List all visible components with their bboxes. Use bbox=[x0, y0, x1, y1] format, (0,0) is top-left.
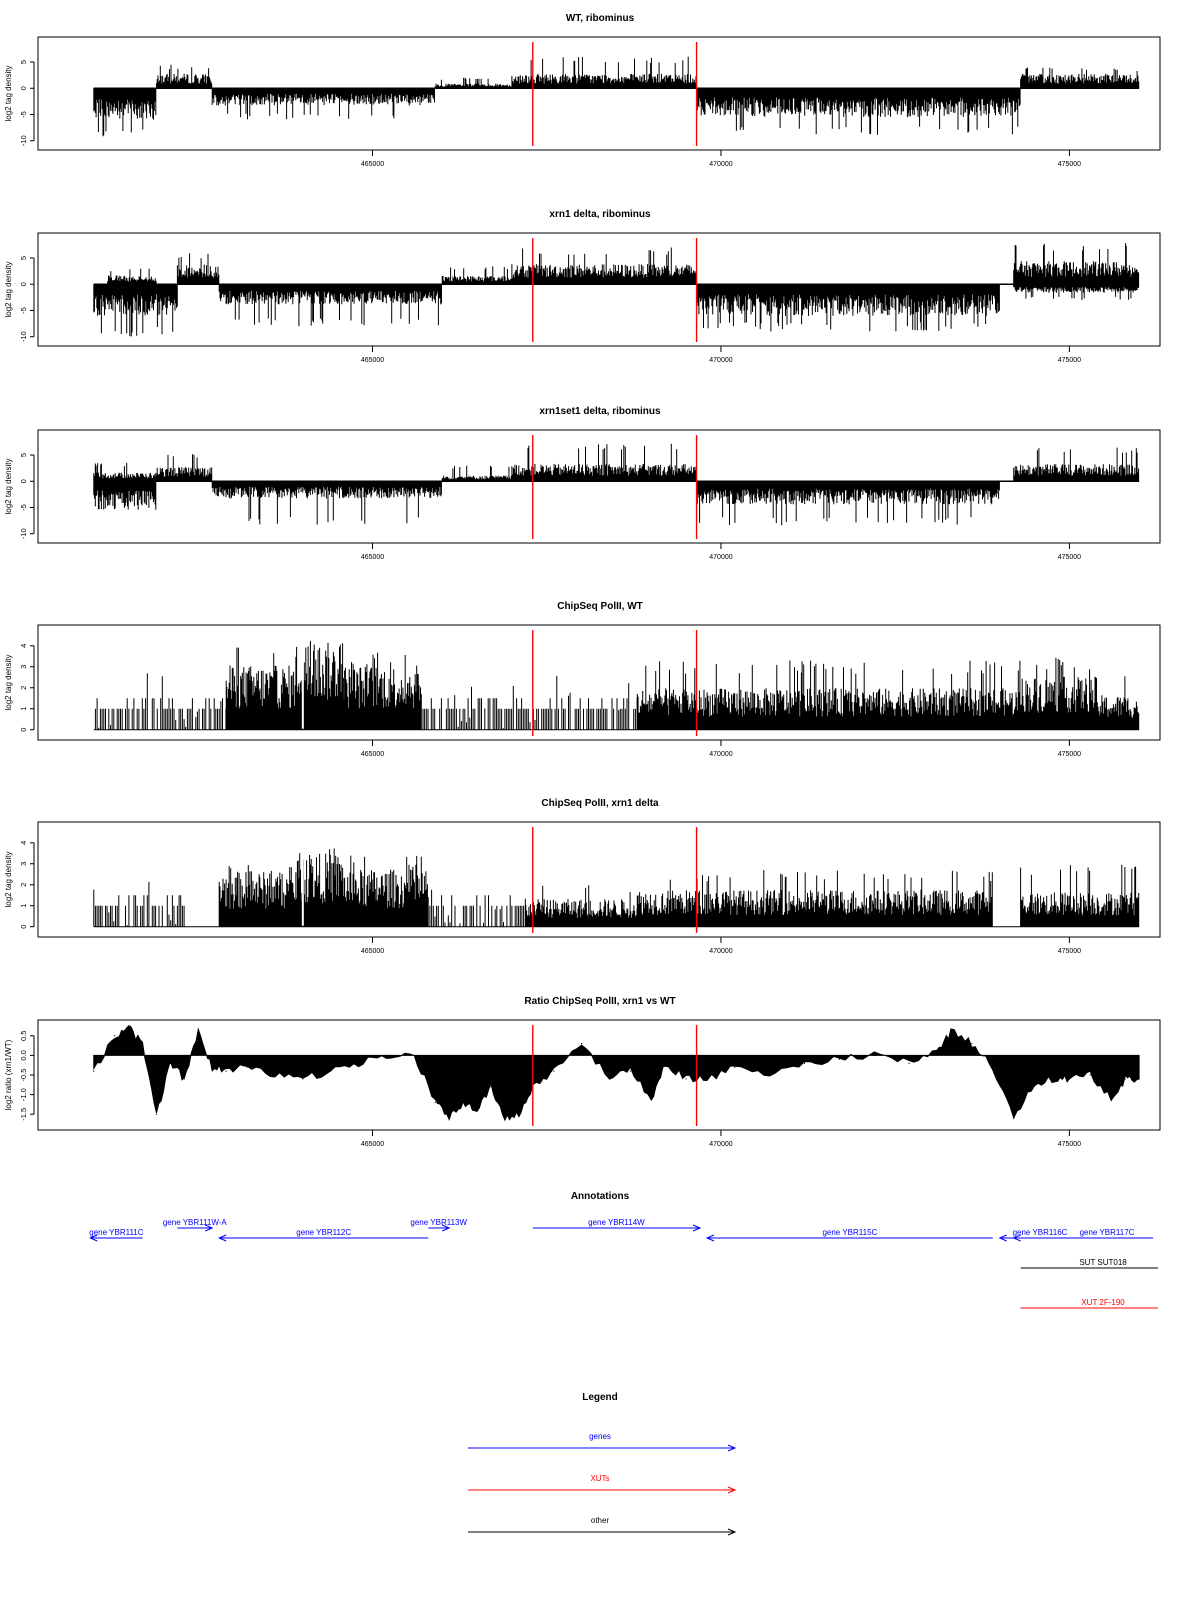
panel-title: xrn1set1 delta, ribominus bbox=[539, 406, 661, 417]
ratio-point bbox=[804, 1063, 805, 1064]
y-tick-label: -10 bbox=[19, 331, 28, 343]
y-tick-label: 3 bbox=[19, 861, 28, 866]
ratio-point bbox=[518, 1114, 519, 1115]
signal-bars bbox=[94, 243, 1139, 336]
x-tick-label: 475000 bbox=[1057, 554, 1082, 561]
data-layer bbox=[94, 830, 1139, 927]
ratio-point bbox=[909, 1063, 910, 1064]
legend-title: Legend bbox=[582, 1392, 618, 1403]
ratio-point bbox=[170, 1063, 171, 1064]
ratio-point bbox=[651, 1098, 652, 1099]
y-tick-label: -0.5 bbox=[19, 1068, 28, 1082]
y-tick-label: -5 bbox=[19, 504, 28, 511]
legend-label: XUTs bbox=[590, 1474, 610, 1483]
x-tick-label: 470000 bbox=[709, 1141, 733, 1148]
ratio-point bbox=[874, 1055, 875, 1056]
ratio-point bbox=[449, 1118, 450, 1119]
data-layer bbox=[94, 633, 1139, 730]
ratio-point bbox=[198, 1031, 199, 1032]
ratio-point bbox=[128, 1027, 129, 1028]
annotation-feature bbox=[707, 1228, 993, 1241]
ratio-point bbox=[490, 1086, 491, 1087]
panel-title: xrn1 delta, ribominus bbox=[549, 209, 651, 220]
data-layer bbox=[94, 57, 1139, 136]
ratio-point bbox=[246, 1067, 247, 1068]
ratio-point bbox=[609, 1078, 610, 1079]
annotation-feature bbox=[533, 1218, 700, 1231]
x-tick-label: 470000 bbox=[709, 357, 733, 364]
ratio-area bbox=[94, 1026, 1139, 1120]
ratio-point bbox=[226, 1070, 227, 1071]
x-tick-label: 465000 bbox=[360, 948, 385, 955]
y-tick-label: 0 bbox=[19, 86, 28, 91]
y-tick-label: 0 bbox=[19, 479, 28, 484]
ratio-point bbox=[435, 1102, 436, 1103]
panel-title: Ratio ChipSeq PolII, xrn1 vs WT bbox=[524, 996, 676, 1007]
x-tick-label: 475000 bbox=[1057, 357, 1082, 364]
ratio-point bbox=[414, 1055, 415, 1056]
panel-title: WT, ribominus bbox=[565, 13, 635, 24]
y-tick-label: 0 bbox=[19, 282, 28, 287]
y-tick-label: -10 bbox=[19, 135, 28, 147]
ratio-point bbox=[630, 1070, 631, 1071]
y-tick-label: 4 bbox=[19, 840, 28, 845]
panel-title: ChipSeq PolII, WT bbox=[557, 601, 643, 612]
ratio-point bbox=[581, 1043, 582, 1044]
panel-5 bbox=[4, 798, 1160, 955]
y-axis-label: log2 ratio (xrn1/WT) bbox=[4, 1039, 13, 1111]
x-tick-label: 465000 bbox=[360, 751, 385, 758]
y-tick-label: -10 bbox=[19, 528, 28, 540]
y-tick-label: 2 bbox=[19, 685, 28, 690]
feature-label: gene YBR114W bbox=[588, 1218, 645, 1227]
x-tick-label: 470000 bbox=[709, 161, 733, 168]
ratio-point bbox=[1069, 1078, 1070, 1079]
panel-3 bbox=[4, 406, 1160, 561]
ratio-point bbox=[358, 1063, 359, 1064]
feature-label: gene YBR116C bbox=[1012, 1228, 1068, 1237]
ratio-point bbox=[504, 1118, 505, 1119]
ratio-point bbox=[476, 1110, 477, 1111]
ratio-point bbox=[1055, 1078, 1056, 1079]
ratio-point bbox=[463, 1102, 464, 1103]
y-axis-label: log2 tag density bbox=[4, 65, 13, 122]
panel-1 bbox=[4, 13, 1160, 168]
ratio-point bbox=[936, 1051, 937, 1052]
y-tick-label: 0.5 bbox=[19, 1030, 28, 1041]
ratio-point bbox=[839, 1059, 840, 1060]
y-axis-label: log2 tag density bbox=[4, 851, 13, 908]
ratio-point bbox=[1090, 1074, 1091, 1075]
x-tick-label: 465000 bbox=[360, 1141, 385, 1148]
annotations-track bbox=[89, 1191, 1158, 1308]
feature-label: gene YBR115C bbox=[822, 1228, 878, 1237]
ratio-point bbox=[665, 1063, 666, 1064]
ratio-point bbox=[706, 1078, 707, 1079]
y-tick-label: 2 bbox=[19, 882, 28, 887]
ratio-point bbox=[553, 1070, 554, 1071]
y-tick-label: 0 bbox=[19, 924, 28, 929]
ratio-point bbox=[1125, 1078, 1126, 1079]
legend bbox=[468, 1392, 735, 1535]
ratio-point bbox=[302, 1078, 303, 1079]
ratio-point bbox=[156, 1114, 157, 1115]
plot-frame bbox=[38, 1020, 1160, 1130]
ratio-point bbox=[1111, 1098, 1112, 1099]
y-tick-label: 4 bbox=[19, 643, 28, 648]
feature-label: gene YBR117C bbox=[1079, 1228, 1135, 1237]
ratio-point bbox=[686, 1078, 687, 1079]
y-tick-label: 5 bbox=[19, 255, 28, 261]
ratio-point bbox=[184, 1078, 185, 1079]
feature-label: gene YBR113W bbox=[410, 1218, 468, 1227]
y-tick-label: 5 bbox=[19, 452, 28, 458]
ratio-point bbox=[1034, 1082, 1035, 1083]
signal-bars bbox=[94, 57, 1139, 136]
feature-label: SUT SUT018 bbox=[1079, 1258, 1127, 1267]
annotation-feature bbox=[219, 1228, 428, 1241]
feature-label: gene YBR111C bbox=[89, 1228, 144, 1237]
annotation-feature bbox=[1000, 1228, 1068, 1241]
ratio-point bbox=[114, 1035, 115, 1036]
signal-bars bbox=[94, 444, 1139, 526]
x-tick-label: 470000 bbox=[709, 554, 733, 561]
x-tick-label: 465000 bbox=[360, 554, 385, 561]
ratio-point bbox=[971, 1043, 972, 1044]
legend-entry bbox=[468, 1432, 735, 1451]
feature-label: gene YBR111W-A bbox=[162, 1218, 227, 1227]
y-axis-label: log2 tag density bbox=[4, 261, 13, 318]
ratio-point bbox=[734, 1067, 735, 1068]
ratio-point bbox=[212, 1067, 213, 1068]
ratio-point bbox=[950, 1031, 951, 1032]
x-tick-label: 470000 bbox=[709, 751, 733, 758]
ratio-point bbox=[769, 1074, 770, 1075]
legend-entry bbox=[468, 1516, 735, 1535]
ratio-point bbox=[93, 1070, 94, 1071]
signal-bars bbox=[94, 849, 1139, 927]
data-layer bbox=[93, 1026, 1140, 1120]
y-tick-label: -5 bbox=[19, 307, 28, 314]
y-tick-label: 0 bbox=[19, 727, 28, 732]
annotation-feature bbox=[410, 1218, 467, 1231]
x-tick-label: 475000 bbox=[1057, 1141, 1082, 1148]
annotation-feature bbox=[1021, 1258, 1158, 1268]
ratio-point bbox=[386, 1055, 387, 1056]
ratio-point bbox=[1138, 1078, 1139, 1079]
ratio-point bbox=[142, 1043, 143, 1044]
y-tick-label: 3 bbox=[19, 664, 28, 669]
y-tick-label: -5 bbox=[19, 111, 28, 118]
y-tick-label: -1.0 bbox=[19, 1088, 28, 1102]
y-tick-label: -1.5 bbox=[19, 1107, 28, 1121]
data-layer bbox=[94, 444, 1139, 526]
x-tick-label: 475000 bbox=[1057, 751, 1082, 758]
feature-label: gene YBR112C bbox=[296, 1228, 352, 1237]
panel-4 bbox=[4, 601, 1160, 758]
panel-2 bbox=[4, 209, 1160, 364]
x-tick-label: 465000 bbox=[360, 357, 385, 364]
panel-6 bbox=[4, 996, 1160, 1148]
y-tick-label: 5 bbox=[19, 59, 28, 65]
signal-bars bbox=[95, 641, 1138, 730]
legend-label: other bbox=[590, 1516, 610, 1525]
annotations-title: Annotations bbox=[570, 1191, 630, 1202]
annotation-feature bbox=[1021, 1298, 1158, 1308]
x-tick-label: 475000 bbox=[1057, 161, 1082, 168]
annotation-feature bbox=[89, 1228, 143, 1241]
data-layer bbox=[94, 243, 1139, 336]
x-tick-label: 475000 bbox=[1057, 948, 1082, 955]
y-axis-label: log2 tag density bbox=[4, 458, 13, 515]
legend-entry bbox=[468, 1474, 735, 1493]
y-axis-label: log2 tag density bbox=[4, 654, 13, 711]
panel-title: ChipSeq PolII, xrn1 delta bbox=[541, 798, 659, 809]
ratio-point bbox=[330, 1070, 331, 1071]
feature-label: XUT 2F-190 bbox=[1081, 1298, 1125, 1307]
y-tick-label: 0.0 bbox=[19, 1050, 28, 1061]
ratio-point bbox=[1013, 1118, 1014, 1119]
x-tick-label: 470000 bbox=[709, 948, 733, 955]
y-tick-label: 1 bbox=[19, 903, 28, 908]
annotation-feature bbox=[163, 1218, 228, 1231]
x-tick-label: 465000 bbox=[360, 161, 385, 168]
y-tick-label: 1 bbox=[19, 706, 28, 711]
ratio-point bbox=[274, 1074, 275, 1075]
ratio-point bbox=[992, 1067, 993, 1068]
legend-label: genes bbox=[589, 1432, 611, 1441]
